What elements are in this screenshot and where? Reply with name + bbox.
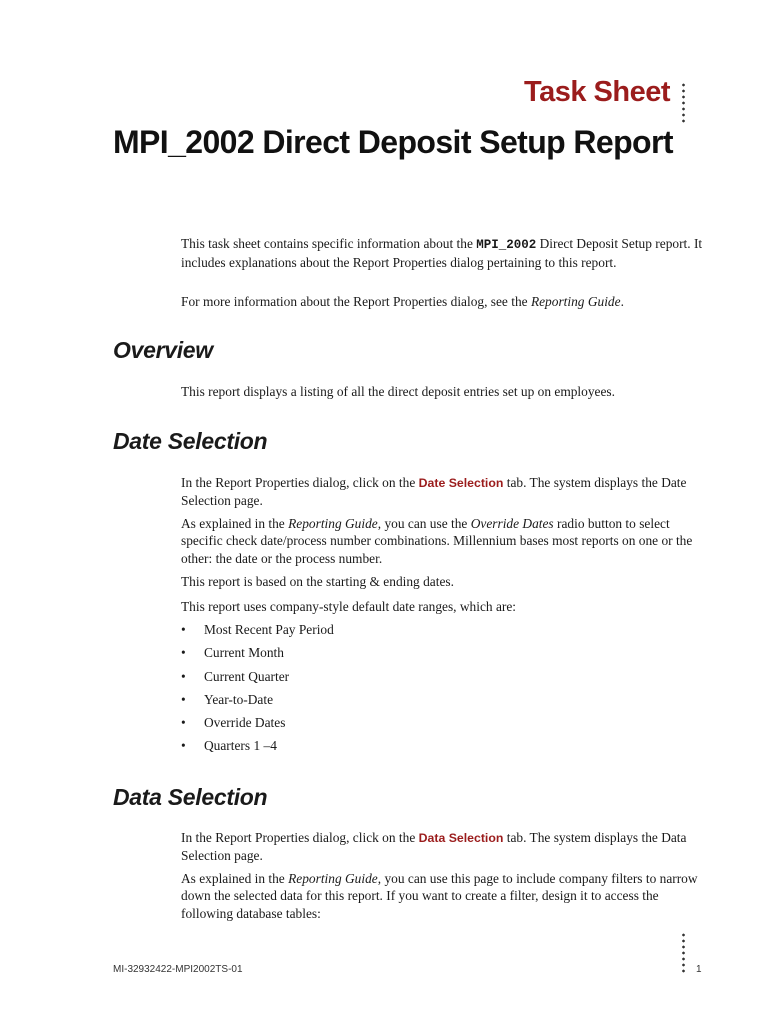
list-item <box>181 621 334 644</box>
date-sel-reporting-guide: Reporting Guide <box>288 516 378 531</box>
report-code: MPI_2002 <box>476 238 537 252</box>
footer-dotted-rule <box>682 932 685 974</box>
override-dates-ref: Override Dates <box>470 516 554 531</box>
bullet-icon: • <box>181 691 186 707</box>
data-selection-paragraph-2 <box>181 870 703 922</box>
date-sel-text-1: In the Report Properties dialog, click on the <box>181 475 419 490</box>
intro-ref-text-1: For more information about the Report Properties dialog, see the <box>181 294 531 309</box>
date-sel-p2-b: , you can use the <box>377 516 471 531</box>
date-selection-paragraph-1 <box>181 474 703 510</box>
task-sheet-label: Task Sheet <box>524 76 670 108</box>
list-item <box>181 644 334 667</box>
date-sel-p2-c: radio button to select specific check date/process number combinations. Millennium bases most reports on one or the other: the date or the process number. <box>181 516 693 566</box>
list-item <box>181 691 334 714</box>
date-selection-paragraph-4: This report uses company-style default date ranges, which are: <box>181 599 517 614</box>
bullet-icon: • <box>181 645 186 661</box>
list-item-label: Quarters 1 –4 <box>204 738 277 754</box>
date-selection-heading: Date Selection <box>113 428 268 454</box>
data-selection-heading: Data Selection <box>113 784 268 810</box>
document-title: MPI_2002 Direct Deposit Setup Report <box>113 124 673 160</box>
bullet-icon: • <box>181 715 186 731</box>
intro-ref-text-2: . <box>620 294 624 309</box>
date-range-list <box>181 621 334 761</box>
list-item <box>181 714 334 737</box>
data-sel-p2-a: As explained in the <box>181 871 289 886</box>
list-item <box>181 737 334 760</box>
data-sel-p2-b: , you can use this page to include company filters to narrow down the selected data for this report. If you want to create a filter, design it to access the following database tables: <box>181 871 698 921</box>
data-sel-text-2: tab. The system displays the Data Selection page. <box>181 830 687 864</box>
bullet-icon: • <box>181 622 186 637</box>
intro-reference-paragraph <box>181 293 703 310</box>
date-sel-p2-a: As explained in the <box>181 516 289 531</box>
intro-text-1: This task sheet contains specific information about the <box>181 236 477 251</box>
list-item-label: Current Quarter <box>204 668 290 684</box>
intro-paragraph <box>181 235 703 272</box>
page-number: 1 <box>696 964 702 975</box>
intro-text-2: Direct Deposit Setup report. It includes explanations about the Report Properties dialog pertaining to this report. <box>181 236 703 271</box>
date-selection-paragraph-3: This report is based on the starting & ending dates. <box>181 574 454 589</box>
data-selection-paragraph-1 <box>181 829 703 865</box>
bullet-icon: • <box>181 738 186 754</box>
date-sel-text-2: tab. The system displays the Date Selection page. <box>181 475 687 509</box>
date-selection-paragraph-2 <box>181 515 703 567</box>
data-selection-tab-link[interactable]: Data Selection <box>418 831 504 845</box>
header-dotted-rule <box>682 82 685 124</box>
overview-paragraph: This report displays a listing of all the direct deposit entries set up on employees. <box>181 384 615 399</box>
list-item <box>181 668 334 691</box>
data-sel-reporting-guide: Reporting Guide <box>288 871 378 886</box>
list-item-label: Override Dates <box>204 715 286 731</box>
data-sel-text-1: In the Report Properties dialog, click on the <box>181 830 419 845</box>
list-item-label: Most Recent Pay Period <box>204 622 334 637</box>
reporting-guide-ref: Reporting Guide <box>530 294 621 309</box>
footer-document-id: MI-32932422-MPI2002TS-01 <box>113 964 243 975</box>
list-item-label: Current Month <box>204 645 284 661</box>
list-item-label: Year-to-Date <box>204 691 274 707</box>
date-selection-tab-link[interactable]: Date Selection <box>418 476 504 490</box>
bullet-icon: • <box>181 668 186 684</box>
overview-heading: Overview <box>113 337 213 363</box>
